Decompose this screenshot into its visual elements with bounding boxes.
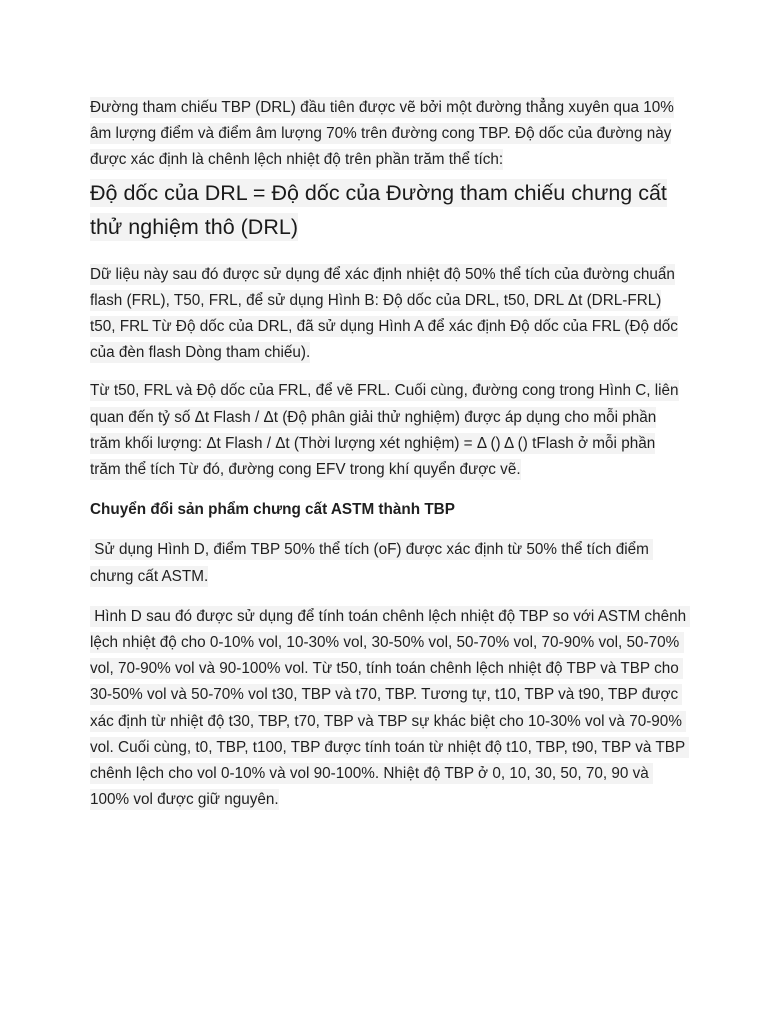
paragraph-frl — [90, 262, 690, 367]
paragraph-tbp-calc — [90, 604, 690, 814]
formula-heading — [90, 176, 690, 244]
paragraph-efv-text: Từ t50, FRL và Độ dốc của FRL, để vẽ FRL. Cuối cùng, đường cong trong Hình C, liên quan đến tỷ số Δt Flash / Δt (Độ phân giải thử nghiệm) được áp dụng cho mỗi phần trăm khối lượng: Δt Flash / Δt (Thời lượng xét nghiệm) = Δ () Δ () tFlash ở mỗi phần trăm thể tích Từ đó, đường cong EFV trong khí quyển được vẽ. — [90, 382, 679, 479]
section-heading — [90, 497, 690, 523]
section-heading-text: Chuyển đổi sản phẩm chưng cất ASTM thành TBP — [90, 501, 455, 519]
paragraph-frl-text: Dữ liệu này sau đó được sử dụng để xác định nhiệt độ 50% thể tích của đường chuẩn flash (FRL), T50, FRL, để sử dụng Hình B: Độ dốc của DRL, t50, DRL Δt (DRL-FRL) t50, FRL Từ Độ dốc của DRL, đã sử dụng Hình A để xác định Độ dốc của FRL (Độ dốc của đèn flash Dòng tham chiếu). — [90, 265, 678, 362]
paragraph-drl-intro — [90, 95, 690, 174]
formula-heading-text: Độ dốc của DRL = Độ dốc của Đường tham chiếu chưng cất thử nghiệm thô (DRL) — [90, 180, 667, 239]
paragraph-figure-d — [90, 537, 690, 589]
paragraph-figure-d-text: Sử dụng Hình D, điểm TBP 50% thể tích (oF) được xác định từ 50% thể tích điểm chưng cất ASTM. — [90, 541, 654, 585]
document-page — [90, 95, 690, 813]
paragraph-tbp-calc-text: Hình D sau đó được sử dụng để tính toán chênh lệch nhiệt độ TBP so với ASTM chênh lệch nhiệt độ cho 0-10% vol, 10-30% vol, 30-50% vol, 50-70% vol, 70-90% vol, 50-70% vol, 70-90% vol và 90-100% vol. Từ t50, tính toán chênh lệch nhiệt độ TBP và TBP cho 30-50% vol và 50-70% vol t30, TBP và t70, TBP. Tương tự, t10, TBP và t90, TBP được xác định từ nhiệt độ t30, TBP, t70, TBP và TBP sự khác biệt cho 10-30% vol và 70-90% vol. Cuối cùng, t0, TBP, t100, TBP được tính toán từ nhiệt độ t10, TBP, t90, TBP và TBP chênh lệch cho vol 0-10% và vol 90-100%. Nhiệt độ TBP ở 0, 10, 30, 50, 70, 90 và 100% vol được giữ nguyên. — [90, 607, 691, 809]
paragraph-drl-intro-text: Đường tham chiếu TBP (DRL) đầu tiên được vẽ bởi một đường thẳng xuyên qua 10% âm lượng điểm và điểm âm lượng 70% trên đường cong TBP. Độ dốc của đường này được xác định là chênh lệch nhiệt độ trên phần trăm thể tích: — [90, 99, 674, 169]
paragraph-efv — [90, 378, 690, 483]
